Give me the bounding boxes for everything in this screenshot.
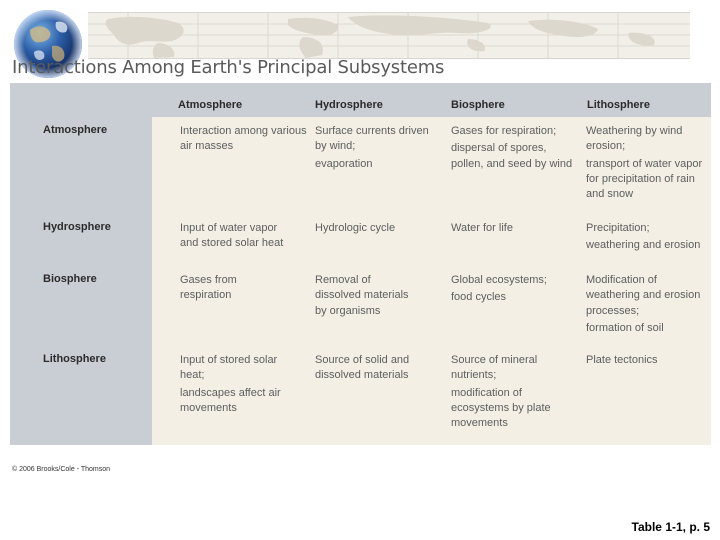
table-cell	[586, 273, 706, 336]
table-cell	[586, 221, 706, 254]
cell-text: weathering and erosion	[586, 239, 701, 252]
row-header-atmosphere: Atmosphere	[43, 124, 108, 136]
row-header-band	[10, 83, 152, 445]
column-header-lithosphere: Lithosphere	[587, 99, 650, 111]
cell-text: Gases for respiration;	[451, 125, 557, 137]
cell-text: formation of soil	[586, 321, 664, 334]
cell-text: Hydrologic cycle	[315, 222, 396, 234]
table-cell	[315, 273, 415, 319]
table-cell	[451, 221, 579, 236]
row-header-hydrosphere: Hydrosphere	[43, 221, 111, 233]
copyright-notice: © 2006 Brooks/Cole - Thomson	[12, 466, 111, 473]
cell-text: Input of water vapor and stored solar heat	[180, 222, 284, 250]
cell-text: Input of stored solar heat;	[180, 354, 278, 382]
cell-text: Removal of dissolved materials by organisms	[315, 274, 409, 317]
cell-text: Plate tectonics	[586, 354, 658, 366]
column-header-biosphere: Biosphere	[451, 99, 505, 111]
world-map-strip	[88, 12, 690, 59]
cell-text: evaporation	[315, 157, 373, 170]
cell-text: Modification of weathering and erosion processes;	[586, 274, 701, 317]
table-cell	[180, 221, 290, 252]
column-header-hydrosphere: Hydrosphere	[315, 99, 383, 111]
header-banner	[0, 0, 720, 58]
row-header-biosphere: Biosphere	[43, 273, 97, 285]
cell-text: Surface currents driven by wind;	[315, 125, 429, 153]
cell-text: dispersal of spores, pollen, and seed by wind	[451, 142, 573, 170]
table-cell	[451, 124, 579, 172]
cell-text: Global ecosystems;	[451, 274, 547, 286]
table-cell	[451, 273, 561, 306]
table-cell	[586, 124, 706, 202]
cell-text: Water for life	[451, 222, 513, 234]
cell-text: Interaction among various air masses	[180, 125, 307, 153]
cell-text: Source of mineral nutrients;	[451, 354, 538, 382]
table-cell	[315, 353, 425, 384]
table-cell	[180, 353, 298, 416]
table-cell	[315, 124, 443, 172]
cell-text: Weathering by wind erosion;	[586, 125, 683, 153]
table-cell	[586, 353, 706, 368]
world-map-graphic	[88, 13, 690, 58]
cell-text: food cycles	[451, 291, 507, 304]
cell-text: transport of water vapor for precipitation of rain and snow	[586, 157, 703, 201]
table-cell	[180, 273, 290, 304]
cell-text: Gases from respiration	[180, 274, 237, 302]
table-cell	[315, 221, 443, 236]
table-caption: Table 1-1, p. 5	[631, 520, 710, 534]
column-header-atmosphere: Atmosphere	[178, 99, 243, 111]
cell-text: modification of ecosystems by plate movements	[451, 386, 551, 430]
table-cell	[180, 124, 308, 155]
cell-text: Precipitation;	[586, 222, 650, 234]
cell-text: Source of solid and dissolved materials	[315, 354, 410, 382]
table-cell	[451, 353, 561, 431]
row-header-lithosphere: Lithosphere	[43, 353, 106, 365]
cell-text: landscapes affect air movements	[180, 386, 281, 414]
interactions-table	[10, 83, 711, 445]
page-title: Interactions Among Earth's Principal Subsystems	[12, 57, 445, 78]
